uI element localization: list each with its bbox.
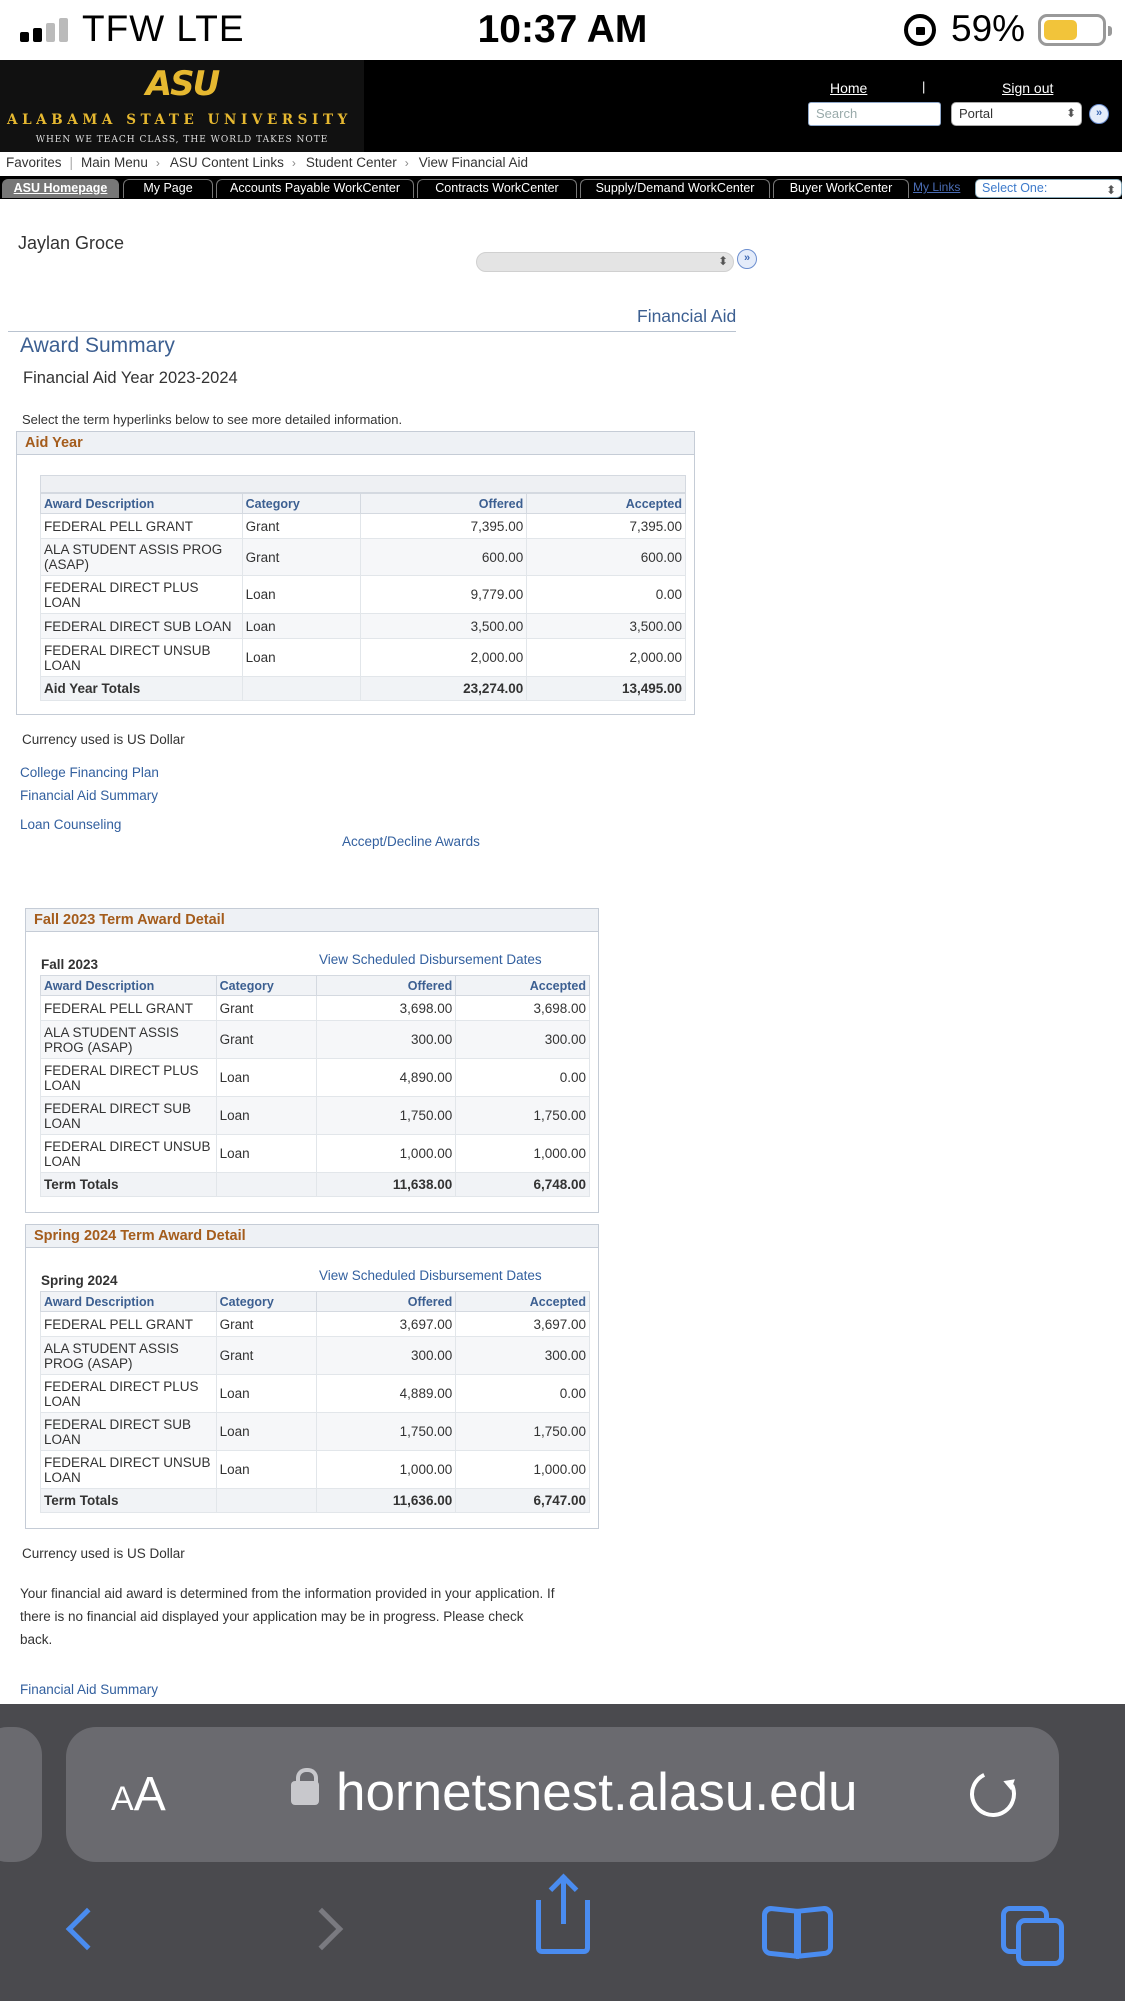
tab-buyer[interactable]: Buyer WorkCenter: [773, 179, 909, 198]
breadcrumb-favorites[interactable]: Favorites: [6, 155, 62, 170]
award-offered: 3,500.00: [360, 614, 527, 639]
award-summary-heading: Award Summary: [20, 334, 175, 357]
logo-tagline: WHEN WE TEACH CLASS, THE WORLD TAKES NOTE: [35, 135, 329, 145]
award-accepted: 1,750.00: [456, 1413, 590, 1451]
col-accepted: Accepted: [527, 494, 686, 514]
loan-counseling-link[interactable]: Loan Counseling: [20, 817, 122, 832]
award-accepted: 7,395.00: [527, 514, 686, 539]
tab-asu-homepage[interactable]: ASU Homepage: [2, 179, 119, 198]
select-arrows-icon: ⬍: [1065, 106, 1076, 120]
award-description: ALA STUDENT ASSIS PROG (ASAP): [41, 1337, 217, 1375]
instruction-text: Select the term hyperlinks below to see more detailed information.: [22, 412, 403, 427]
award-offered: 300.00: [316, 1021, 456, 1059]
award-category: Loan: [216, 1375, 316, 1413]
col-offered: Offered: [316, 1292, 456, 1312]
clock: 10:37 AM: [477, 8, 648, 51]
title-divider: [8, 331, 736, 332]
financial-aid-summary-link[interactable]: Financial Aid Summary: [20, 788, 159, 803]
table-row: [41, 1375, 590, 1413]
award-accepted: 0.00: [456, 1375, 590, 1413]
breadcrumb: [0, 152, 1122, 173]
award-description: ALA STUDENT ASSIS PROG (ASAP): [41, 539, 243, 576]
table-header-row: [41, 976, 590, 996]
table-row: [41, 539, 686, 576]
aid-year-table: [40, 493, 686, 701]
award-accepted: 0.00: [527, 576, 686, 614]
portal-tab-bar: [0, 176, 1122, 199]
tab-my-page[interactable]: My Page: [123, 179, 213, 198]
award-category: Loan: [216, 1059, 316, 1097]
award-accepted: 3,697.00: [456, 1312, 590, 1337]
table-row: [41, 1135, 590, 1173]
total-offered: 23,274.00: [360, 677, 527, 701]
chevron-right-icon: ›: [404, 155, 409, 170]
total-offered: 11,636.00: [316, 1489, 456, 1513]
total-accepted: 6,748.00: [456, 1173, 590, 1197]
col-offered: Offered: [316, 976, 456, 996]
page-title: Financial Aid: [637, 306, 737, 326]
main-content: [0, 199, 1125, 1704]
battery-percent: 59%: [951, 8, 1026, 49]
breadcrumb-main-menu[interactable]: Main Menu: [81, 155, 148, 170]
award-accepted: 1,750.00: [456, 1097, 590, 1135]
award-accepted: 1,000.00: [456, 1135, 590, 1173]
disclaimer-line: back.: [20, 1632, 53, 1647]
financial-aid-year: Financial Aid Year 2023-2024: [23, 369, 238, 387]
tab-supply-demand[interactable]: Supply/Demand WorkCenter: [580, 179, 770, 198]
award-accepted: 300.00: [456, 1337, 590, 1375]
sign-out-link[interactable]: Sign out: [1002, 80, 1054, 96]
rotation-lock-icon: [904, 14, 936, 46]
forward-icon[interactable]: [301, 1908, 343, 1950]
browser-toolbar: [0, 1704, 1125, 2001]
award-offered: 7,395.00: [360, 514, 527, 539]
award-description: FEDERAL PELL GRANT: [41, 1312, 217, 1337]
fall-term-table: [40, 975, 590, 1197]
award-accepted: 3,698.00: [456, 996, 590, 1021]
lock-icon: [291, 1781, 319, 1805]
totals-row: [41, 677, 686, 701]
totals-row: [41, 1173, 590, 1197]
fall-term-label: Fall 2023: [41, 957, 99, 972]
financial-aid-summary-link-bottom[interactable]: Financial Aid Summary: [20, 1682, 159, 1697]
award-accepted: 300.00: [456, 1021, 590, 1059]
award-category: Loan: [242, 639, 360, 677]
award-category: Loan: [242, 576, 360, 614]
award-category: Grant: [242, 514, 360, 539]
asu-logo[interactable]: [0, 60, 364, 152]
tab-contracts[interactable]: Contracts WorkCenter: [417, 179, 577, 198]
award-offered: 3,698.00: [316, 996, 456, 1021]
spring-term-title[interactable]: Spring 2024 Term Award Detail: [26, 1225, 598, 1248]
share-icon[interactable]: [536, 1900, 590, 1954]
award-category: Grant: [216, 1337, 316, 1375]
disclaimer-line: there is no financial aid displayed your application may be in progress. Please check: [20, 1609, 524, 1624]
award-category: Grant: [242, 539, 360, 576]
fall-disbursement-link[interactable]: View Scheduled Disbursement Dates: [319, 952, 542, 967]
breadcrumb-current: View Financial Aid: [418, 155, 529, 170]
award-description: FEDERAL DIRECT SUB LOAN: [41, 1413, 217, 1451]
award-accepted: 600.00: [527, 539, 686, 576]
accept-decline-awards-link[interactable]: Accept/Decline Awards: [342, 834, 480, 849]
spring-term-label: Spring 2024: [41, 1273, 118, 1288]
search-input[interactable]: Search: [808, 102, 941, 126]
portal-select-value: Portal: [959, 106, 993, 121]
chevron-right-icon: ›: [291, 155, 296, 170]
aid-year-table-strip: [40, 475, 686, 493]
disclaimer-line: Your financial aid award is determined from the information provided in your application. If: [20, 1586, 555, 1601]
carrier-label: TFW LTE: [82, 8, 245, 49]
totals-row: [41, 1489, 590, 1513]
currency-note: Currency used is US Dollar: [22, 732, 185, 747]
col-award-description: Award Description: [41, 1292, 217, 1312]
col-category: Category: [216, 1292, 316, 1312]
total-accepted: 6,747.00: [456, 1489, 590, 1513]
table-row: [41, 1021, 590, 1059]
tabs-icon[interactable]: [1001, 1906, 1068, 1966]
url-text[interactable]: hornetsnest.alasu.edu: [336, 1763, 858, 1822]
award-accepted: 1,000.00: [456, 1451, 590, 1489]
fall-term-title[interactable]: Fall 2023 Term Award Detail: [26, 909, 598, 932]
award-offered: 4,890.00: [316, 1059, 456, 1097]
award-category: Loan: [216, 1097, 316, 1135]
award-offered: 3,697.00: [316, 1312, 456, 1337]
col-award-description: Award Description: [41, 494, 243, 514]
term-select[interactable]: [476, 252, 734, 272]
reload-icon[interactable]: [964, 1765, 1023, 1824]
col-award-description: Award Description: [41, 976, 217, 996]
table-row: [41, 614, 686, 639]
award-description: FEDERAL DIRECT UNSUB LOAN: [41, 1135, 217, 1173]
disclaimer-text: [20, 1582, 555, 1651]
award-description: FEDERAL DIRECT SUB LOAN: [41, 1097, 217, 1135]
reader-options-button[interactable]: AA: [111, 1768, 166, 1821]
total-accepted: 13,495.00: [527, 677, 686, 701]
table-row: [41, 576, 686, 614]
award-offered: 2,000.00: [360, 639, 527, 677]
award-accepted: 0.00: [456, 1059, 590, 1097]
college-financing-plan-link[interactable]: College Financing Plan: [20, 765, 159, 780]
table-row: [41, 639, 686, 677]
status-bar: [0, 0, 1125, 60]
tab-accounts-payable[interactable]: Accounts Payable WorkCenter: [216, 179, 414, 198]
battery-icon: [1038, 14, 1106, 46]
award-accepted: 3,500.00: [527, 614, 686, 639]
logo-mark: ASU: [145, 64, 219, 104]
table-row: [41, 996, 590, 1021]
col-category: Category: [242, 494, 360, 514]
award-category: Grant: [216, 1312, 316, 1337]
address-bar[interactable]: [66, 1727, 1059, 1862]
portal-select[interactable]: [951, 102, 1082, 126]
table-row: [41, 1337, 590, 1375]
spring-disbursement-link[interactable]: View Scheduled Disbursement Dates: [319, 1268, 542, 1283]
select-arrows-icon: ⬍: [717, 254, 728, 268]
home-link[interactable]: Home: [830, 80, 868, 96]
header-separator: |: [922, 79, 926, 94]
award-description: FEDERAL DIRECT PLUS LOAN: [41, 1059, 217, 1097]
award-description: FEDERAL PELL GRANT: [41, 514, 243, 539]
table-row: [41, 1413, 590, 1451]
col-accepted: Accepted: [456, 976, 590, 996]
previous-tab-preview[interactable]: [0, 1727, 42, 1862]
award-description: FEDERAL DIRECT PLUS LOAN: [41, 1375, 217, 1413]
col-accepted: Accepted: [456, 1292, 590, 1312]
logo-university-name: ALABAMA STATE UNIVERSITY: [7, 112, 352, 128]
back-icon[interactable]: [66, 1908, 108, 1950]
table-row: [41, 1312, 590, 1337]
table-row: [41, 1451, 590, 1489]
my-links[interactable]: My Links: [913, 180, 961, 194]
award-category: Loan: [242, 614, 360, 639]
award-offered: 1,750.00: [316, 1413, 456, 1451]
award-offered: 1,000.00: [316, 1451, 456, 1489]
chevron-right-icon: ›: [155, 155, 160, 170]
award-category: Loan: [216, 1413, 316, 1451]
currency-note-bottom: Currency used is US Dollar: [22, 1546, 185, 1561]
table-header-row: [41, 1292, 590, 1312]
my-links-select-value: Select One:: [982, 181, 1048, 195]
award-description: FEDERAL DIRECT UNSUB LOAN: [41, 1451, 217, 1489]
award-category: Grant: [216, 996, 316, 1021]
award-description: FEDERAL DIRECT SUB LOAN: [41, 614, 243, 639]
award-offered: 600.00: [360, 539, 527, 576]
student-name: Jaylan Groce: [18, 233, 125, 253]
award-offered: 4,889.00: [316, 1375, 456, 1413]
term-go-button[interactable]: »: [737, 249, 757, 269]
award-offered: 300.00: [316, 1337, 456, 1375]
select-arrows-icon: ⬍: [1105, 183, 1116, 197]
total-offered: 11,638.00: [316, 1173, 456, 1197]
award-description: FEDERAL PELL GRANT: [41, 996, 217, 1021]
award-category: Loan: [216, 1451, 316, 1489]
table-row: [41, 1059, 590, 1097]
table-row: [41, 514, 686, 539]
award-description: ALA STUDENT ASSIS PROG (ASAP): [41, 1021, 217, 1059]
award-offered: 1,750.00: [316, 1097, 456, 1135]
table-header-row: [41, 494, 686, 514]
portal-go-button[interactable]: »: [1089, 104, 1109, 124]
totals-label: Aid Year Totals: [41, 677, 243, 701]
totals-label: Term Totals: [41, 1173, 217, 1197]
award-offered: 1,000.00: [316, 1135, 456, 1173]
award-category: Grant: [216, 1021, 316, 1059]
bookmarks-icon[interactable]: [762, 1907, 836, 1961]
award-description: FEDERAL DIRECT PLUS LOAN: [41, 576, 243, 614]
award-offered: 9,779.00: [360, 576, 527, 614]
spring-term-table: [40, 1291, 590, 1513]
aid-year-title[interactable]: Aid Year: [17, 432, 694, 455]
award-category: Loan: [216, 1135, 316, 1173]
table-row: [41, 1097, 590, 1135]
award-accepted: 2,000.00: [527, 639, 686, 677]
totals-label: Term Totals: [41, 1489, 217, 1513]
breadcrumb-content-links[interactable]: ASU Content Links: [169, 155, 284, 170]
col-offered: Offered: [360, 494, 527, 514]
award-description: FEDERAL DIRECT UNSUB LOAN: [41, 639, 243, 677]
col-category: Category: [216, 976, 316, 996]
my-links-select[interactable]: [975, 179, 1122, 198]
breadcrumb-student-center[interactable]: Student Center: [305, 155, 397, 170]
breadcrumb-divider: |: [69, 155, 74, 170]
